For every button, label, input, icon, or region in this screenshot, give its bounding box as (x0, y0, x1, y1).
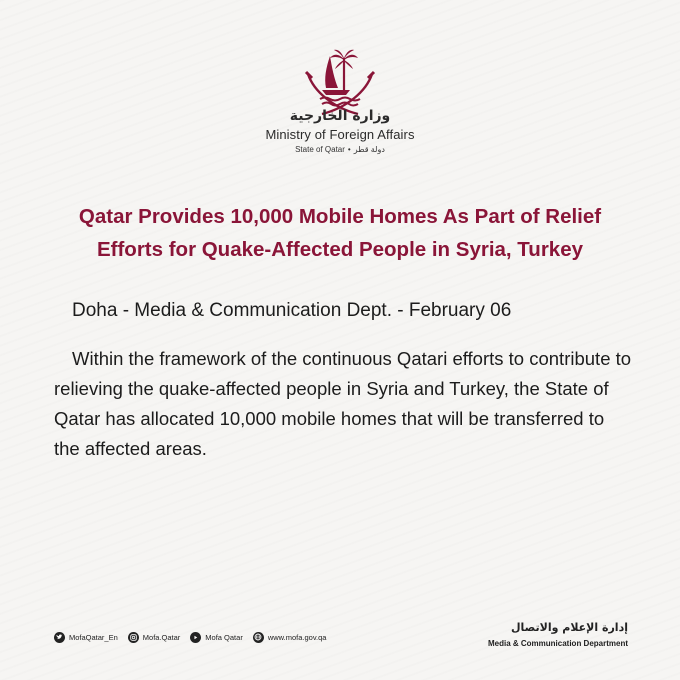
twitter-icon (54, 632, 65, 643)
headline-line-2: Efforts for Quake-Affected People in Syria, Turkey (96, 238, 584, 261)
social-links (54, 627, 326, 647)
twitter-handle: MofaQatar_En (69, 632, 118, 642)
article-body: Within the framework of the continuous Qatari efforts to contribute to relieving the quake-affected people in Syria and Turkey, the State of Qatar has allocated 10,000 mobile homes that will be transferred to the affected areas. (54, 348, 632, 459)
social-link-youtube[interactable] (190, 632, 243, 643)
instagram-handle: Mofa.Qatar (142, 632, 181, 642)
state-name-arabic: دولة قطر (353, 145, 385, 154)
ministry-name-english: Ministry of Foreign Affairs (265, 127, 415, 142)
social-link-website[interactable] (253, 632, 327, 643)
headline-line-1: Qatar Provides 10,000 Mobile Homes As Part of Relief (78, 205, 602, 228)
state-of-qatar-line (230, 145, 450, 154)
social-link-twitter[interactable] (54, 632, 118, 643)
article-headline (40, 200, 640, 266)
ministry-name-arabic: وزارة الخارجية (289, 108, 391, 124)
state-name-english: State of Qatar (295, 145, 345, 154)
separator-dot: • (347, 145, 351, 154)
social-link-instagram[interactable] (128, 632, 181, 643)
website-url: www.mofa.gov.qa (267, 632, 327, 642)
department-name-arabic: إدارة الإعلام والاتصال (510, 621, 628, 634)
youtube-icon (190, 632, 201, 643)
article-dateline: Doha - Media & Communication Dept. - February 06 (72, 300, 512, 321)
globe-icon (253, 632, 264, 643)
department-name-english: Media & Communication Department (487, 639, 628, 648)
instagram-icon (128, 632, 139, 643)
youtube-channel: Mofa Qatar (205, 632, 243, 642)
